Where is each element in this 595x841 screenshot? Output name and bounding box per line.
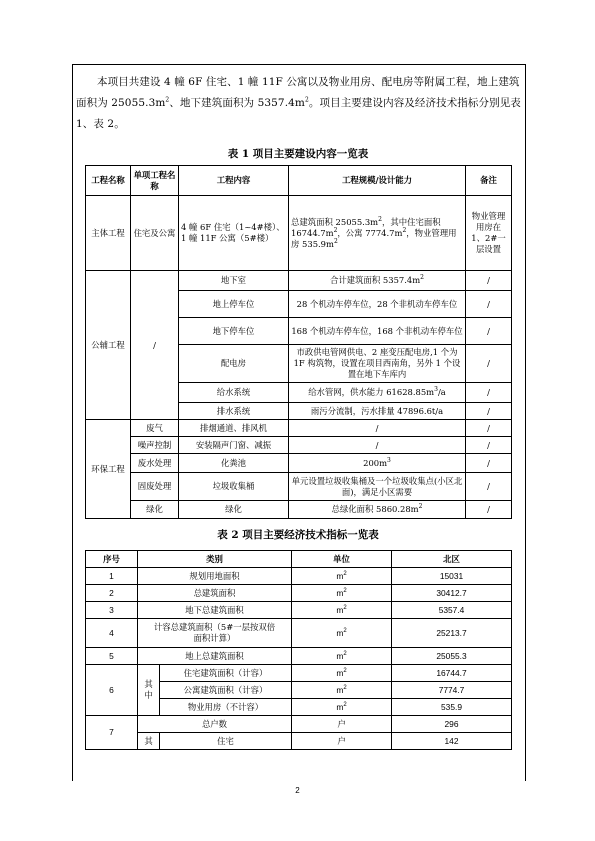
- unit-cell: $m^2$: [292, 648, 392, 665]
- no-cell: 3: [86, 602, 138, 619]
- unit-cell: $m^2$: [292, 568, 392, 585]
- value-cell: 25055.3: [392, 648, 512, 665]
- table-row: [86, 648, 512, 665]
- category-cell: 地下总建筑面积: [138, 602, 292, 619]
- name-cell: 废水处理: [131, 454, 179, 473]
- content-cell: 给水系统: [179, 383, 289, 403]
- header-cell: 工程规模/设计能力: [289, 166, 466, 196]
- scale-cell: 雨污分流制，污水排量 47896.6t/a: [289, 403, 466, 420]
- content-cell: 4 幢 6F 住宅（1~4#楼）、1 幢 11F 公寓（5#楼）: [179, 196, 289, 271]
- note-cell: /: [466, 473, 512, 501]
- note-cell: /: [466, 318, 512, 345]
- table-row: [86, 568, 512, 585]
- category-cell: 地上总建筑面积: [138, 648, 292, 665]
- header-cell: 工程内容: [179, 166, 289, 196]
- table-row: [86, 716, 512, 733]
- note-cell: /: [466, 454, 512, 473]
- unit-cell: $m^2$: [292, 602, 392, 619]
- header-cell: 单项工程名称: [131, 166, 179, 196]
- name-cell: 绿化: [131, 501, 179, 519]
- table-row: [86, 619, 512, 648]
- name-cell: /: [131, 271, 179, 420]
- scale-cell: 单元设置垃圾收集桶及一个垃圾收集点(小区北面)，满足小区需要: [289, 473, 466, 501]
- value-cell: 296: [392, 716, 512, 733]
- content-cell: 化粪池: [179, 454, 289, 473]
- category-cell: 物业用房（不计容）: [160, 699, 292, 716]
- no-cell: 4: [86, 619, 138, 648]
- name-cell: 废气: [131, 420, 179, 437]
- unit-cell: $m^2$: [292, 585, 392, 602]
- category-cell: 公寓建筑面积（计容）: [160, 682, 292, 699]
- category-cell: 住宅: [160, 733, 292, 750]
- table-row: [86, 473, 512, 501]
- value-cell: 25213.7: [392, 619, 512, 648]
- header-cell: 序号: [86, 551, 138, 568]
- note-cell: /: [466, 291, 512, 318]
- scale-cell: $200m^3$: [289, 454, 466, 473]
- value-cell: 15031: [392, 568, 512, 585]
- header-cell: 类别: [138, 551, 292, 568]
- table-row: [86, 602, 512, 619]
- table-header-row: [86, 551, 512, 568]
- header-cell: 北区: [392, 551, 512, 568]
- note-cell: /: [466, 271, 512, 291]
- value-cell: 5357.4: [392, 602, 512, 619]
- no-cell: 7: [86, 716, 138, 750]
- unit-cell: $m^2$: [292, 665, 392, 682]
- sub-label-cell: 其中: [138, 665, 160, 716]
- content-cell: 绿化: [179, 501, 289, 519]
- note-cell: /: [466, 420, 512, 437]
- scale-cell: 给水管网，供水能力 $61628.85m^3/a$: [289, 383, 466, 403]
- no-cell: 1: [86, 568, 138, 585]
- sub-label-cell: 其: [138, 733, 160, 750]
- content-cell: 排烟通道、排风机: [179, 420, 289, 437]
- header-cell: 备注: [466, 166, 512, 196]
- category-cell: 总建筑面积: [138, 585, 292, 602]
- table-row: [86, 733, 512, 750]
- content-cell: 垃圾收集桶: [179, 473, 289, 501]
- group-cell: 环保工程: [86, 420, 131, 519]
- economic-indicator-table: [85, 550, 512, 750]
- value-cell: 535.9: [392, 699, 512, 716]
- note-cell: /: [466, 345, 512, 383]
- content-cell: 安装隔声门窗、减振: [179, 437, 289, 454]
- group-cell: 公辅工程: [86, 271, 131, 420]
- scale-cell: 总建筑面积 $25055.3m^2$，其中住宅面积 $16744.7m^2$，公寓 $7774.7m^2$，物业管理用房 $535.9m^2$: [289, 196, 466, 271]
- content-cell: 配电房: [179, 345, 289, 383]
- category-cell: 规划用地面积: [138, 568, 292, 585]
- table-row: [86, 420, 512, 437]
- value-cell: 16744.7: [392, 665, 512, 682]
- no-cell: 2: [86, 585, 138, 602]
- table-row: [86, 501, 512, 519]
- value-cell: 30412.7: [392, 585, 512, 602]
- value-cell: 7774.7: [392, 682, 512, 699]
- content-cell: 地下室: [179, 271, 289, 291]
- scale-cell: /: [289, 420, 466, 437]
- unit-cell: $m^2$: [292, 699, 392, 716]
- unit-cell: $m^2$: [292, 619, 392, 648]
- scale-cell: 合计建筑面积 $5357.4m^2$: [289, 271, 466, 291]
- value-cell: 142: [392, 733, 512, 750]
- category-cell: 总户数: [138, 716, 292, 733]
- name-cell: 住宅及公寓: [131, 196, 179, 271]
- content-cell: 地下停车位: [179, 318, 289, 345]
- no-cell: 5: [86, 648, 138, 665]
- scale-cell: 总绿化面积 $5860.28m^2$: [289, 501, 466, 519]
- table2-caption: 表 2 项目主要经济技术指标一览表: [217, 529, 379, 541]
- scale-cell: 168 个机动车停车位，168 个非机动车停车位: [289, 318, 466, 345]
- category-cell: 住宅建筑面积（计容）: [160, 665, 292, 682]
- table-header-row: [86, 166, 512, 196]
- page-number: 2: [295, 786, 300, 795]
- header-cell: 单位: [292, 551, 392, 568]
- table-row: [86, 665, 512, 682]
- note-cell: /: [466, 501, 512, 519]
- name-cell: 噪声控制: [131, 437, 179, 454]
- table1-caption: 表 1 项目主要建设内容一览表: [227, 148, 369, 160]
- unit-cell: 户: [292, 716, 392, 733]
- note-cell: /: [466, 437, 512, 454]
- table-row: [86, 437, 512, 454]
- note-cell: /: [466, 383, 512, 403]
- group-cell: 主体工程: [86, 196, 131, 271]
- unit-cell: 户: [292, 733, 392, 750]
- name-cell: 固废处理: [131, 473, 179, 501]
- note-cell: /: [466, 403, 512, 420]
- content-cell: 排水系统: [179, 403, 289, 420]
- intro-paragraph: 本项目共建设 4 幢 6F 住宅、1 幢 11F 公寓以及物业用房、配电房等附属工程，地上建筑面积为 $25055.3m^2$、地下建筑面积为 $5357.4m^2$。项目主要建设内容及经济技术指标分别见表 1、表 2。: [76, 76, 521, 130]
- construction-content-table: [85, 165, 512, 519]
- table-row: [86, 454, 512, 473]
- table-row: [86, 271, 512, 291]
- unit-cell: $m^2$: [292, 682, 392, 699]
- scale-cell: /: [289, 437, 466, 454]
- category-cell: 计容总建筑面积（5#一层按双倍面积计算）: [138, 619, 292, 648]
- no-cell: 6: [86, 665, 138, 716]
- note-cell: 物业管理用房在 1、2#一层设置: [466, 196, 512, 271]
- table-row: [86, 196, 512, 271]
- header-cell: 工程名称: [86, 166, 131, 196]
- table-row: [86, 585, 512, 602]
- content-cell: 地上停车位: [179, 291, 289, 318]
- scale-cell: 28 个机动车停车位，28 个非机动车停车位: [289, 291, 466, 318]
- scale-cell: 市政供电管网供电、2 座变压配电房,1 个为 1F 构筑物，设置在项目西南角，另外 1 个设置在地下车库内: [289, 345, 466, 383]
